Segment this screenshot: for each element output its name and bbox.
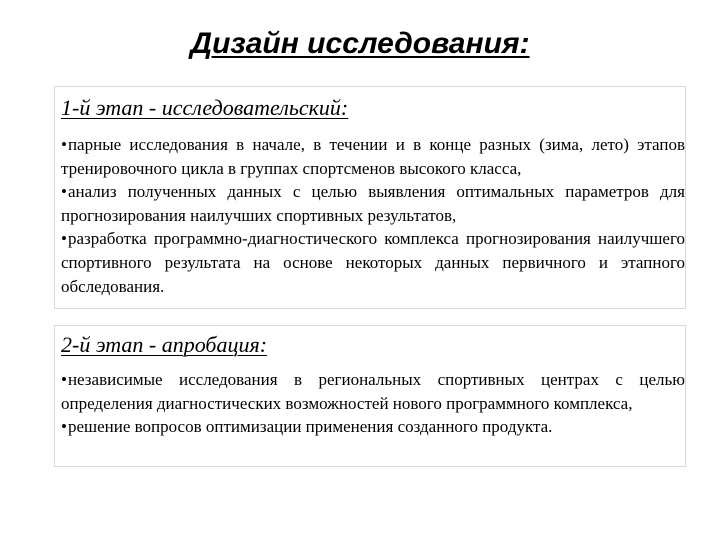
list-item-text: парные исследования в начале, в течении и в конце разных (зима, лето) этапов тренировочного цикла в группах спортсменов высокого класса, [61,135,685,178]
bullet-icon: • [61,182,67,202]
stage-1-list [61,133,685,298]
list-item-text: независимые исследования в региональных спортивных центрах с целью определения диагностических возможностей нового программного комплекса, [61,370,685,413]
bullet-icon: • [61,370,67,389]
bullet-icon: • [61,229,67,249]
stage-2-box [54,325,686,467]
bullet-icon: • [61,417,67,437]
stage-1-box [54,86,686,309]
stage-1-heading: 1-й этап - исследовательский: [61,95,349,120]
bullet-icon: • [61,135,67,154]
list-item-text: решение вопросов оптимизации применения созданного продукта. [67,417,553,437]
stage-2-heading: 2-й этап - апробация: [61,332,268,357]
list-item-text: анализ полученных данных с целью выявления оптимальных параметров для прогнозирования наилучших спортивных результатов, [61,182,685,225]
page-title: Дизайн исследования: [190,27,530,60]
stage-2-list [61,368,685,439]
list-item [61,415,685,439]
list-item [61,133,685,180]
list-item [61,368,685,415]
list-item-text: разработка программно-диагностического комплекса прогнозирования наилучшего спортивного результата на основе некоторых данных первичного и этапного обследования. [61,229,685,296]
list-item [61,227,685,298]
list-item [61,180,685,227]
